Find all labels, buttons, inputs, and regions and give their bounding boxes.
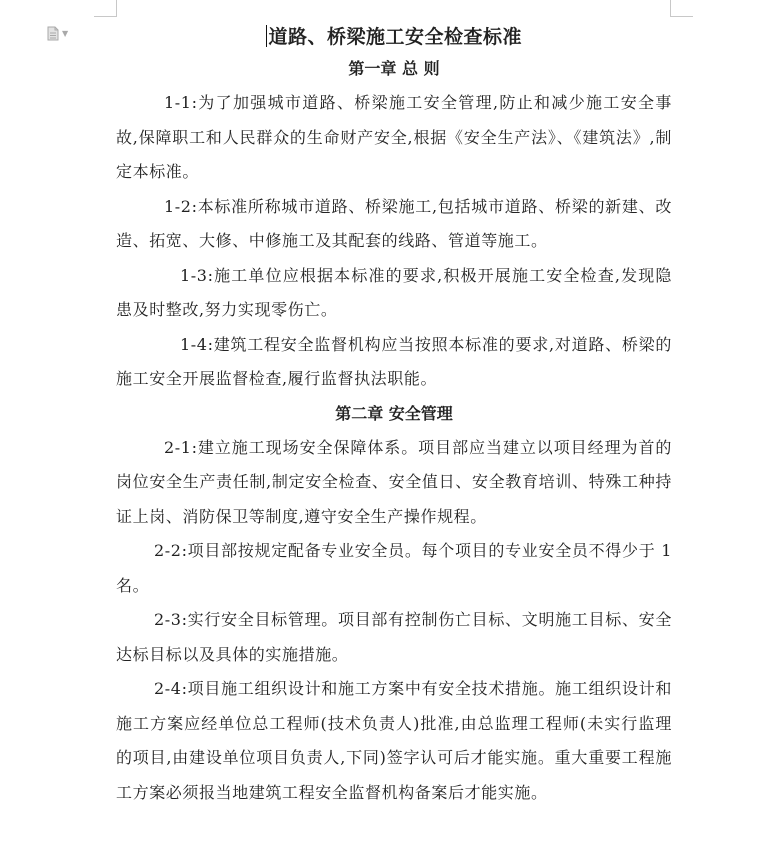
paragraph: 1-2:本标准所称城市道路、桥梁施工,包括城市道路、桥梁的新建、改造、拓宽、大修、中修施工及其配套的线路、管道等施工。	[116, 196, 672, 250]
chapter-heading: 第一章 总 则	[348, 59, 440, 78]
paragraph: 1-1:为了加强城市道路、桥梁施工安全管理,防止和减少施工安全事故,保障职工和人民群众的生命财产安全,根据《安全生产法》、《建筑法》,制定本标准。	[116, 93, 672, 181]
paragraph: 2-4:项目施工组织设计和施工方案中有安全技术措施。施工组织设计和施工方案应经单位总工程师(技术负责人)批准,由总监理工程师(未实行监理的项目,由建设单位项目负责人,下同)签字认可后才能实施。重大重要工程施工方案必须报当地建筑工程安全监督机构备案后才能实施。	[116, 679, 672, 802]
paragraph: 2-2:项目部按规定配备专业安全员。每个项目的专业安全员不得少于 1 名。	[116, 541, 672, 595]
paragraph: 2-3:实行安全目标管理。项目部有控制伤亡目标、文明施工目标、安全达标目标以及具体的实施措施。	[116, 610, 672, 664]
page-corner-mark-right	[670, 0, 693, 17]
document-title	[116, 22, 672, 52]
paragraph: 1-3:施工单位应根据本标准的要求,积极开展施工安全检查,发现隐患及时整改,努力实现零伤亡。	[116, 265, 672, 319]
paragraph: 1-4:建筑工程安全监督机构应当按照本标准的要求,对道路、桥梁的施工安全开展监督检查,履行监督执法职能。	[116, 334, 672, 388]
paragraph: 2-1:建立施工现场安全保障体系。项目部应当建立以项目经理为首的岗位安全生产责任制,制定安全检查、安全值日、安全教育培训、特殊工种持证上岗、消防保卫等制度,遵守安全生产操作规程。	[116, 437, 672, 526]
document-icon	[47, 26, 59, 41]
document-title-text: 道路、桥梁施工安全检查标准	[268, 26, 522, 48]
document-page[interactable]	[116, 22, 672, 810]
chapter-heading: 第二章 安全管理	[335, 403, 453, 423]
document-menu-button[interactable]	[47, 25, 77, 41]
page-corner-mark-left	[94, 0, 117, 17]
chevron-down-icon: ▼	[62, 28, 69, 38]
